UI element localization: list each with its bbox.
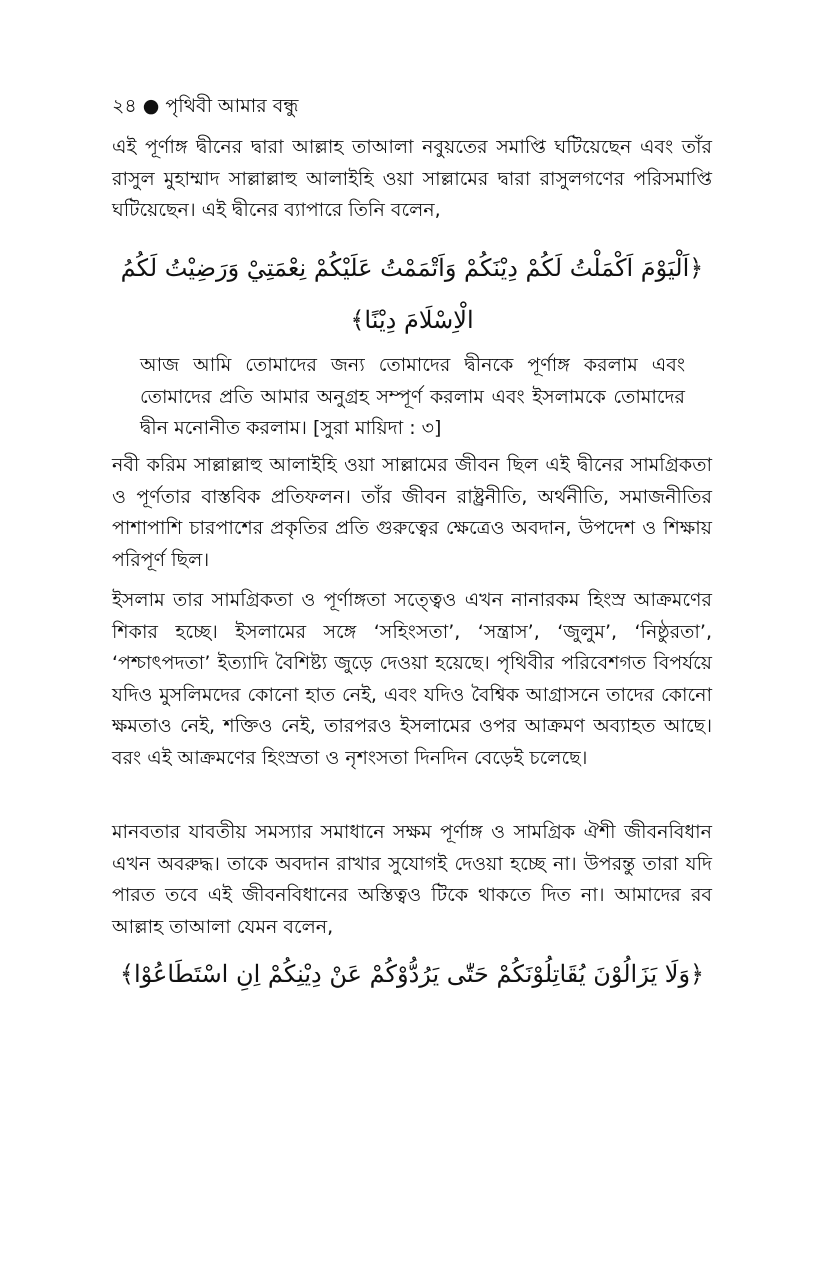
paragraph-3: ইসলাম তার সামগ্রিকতা ও পূর্ণাঙ্গতা সত্ত্বেও এখন নানারকম হিংস্র আক্রমণের শিকার হচ্ছে। ইসলামের সঙ্গে ‘সহিংসতা’, ‘সন্ত্রাস’, ‘জুলুম’, ‘নিষ্ঠুরতা’, ‘পশ্চাৎপদতা’ ইত্যাদি বৈশিষ্ট্য জুড়ে দেওয়া হয়েছে। পৃথিবীর পরিবেশগত বিপর্যয়ে যদিও মুসলিমদের কোনো হাত নেই, এবং যদিও বৈশ্বিক আগ্রাসনে তাদের কোনো ক্ষমতাও নেই, শক্তিও নেই, তারপরও ইসলামের ওপর আক্রমণ অব্যাহত আছে। বরং এই আক্রমণের হিংস্রতা ও নৃশংসতা দিনদিন বেড়েই চলেছে।	[112, 589, 712, 769]
bullet-separator: ●	[142, 95, 160, 117]
paragraph-1: এই পূর্ণাঙ্গ দ্বীনের দ্বারা আল্লাহ তাআলা নবুয়তের সমাপ্তি ঘটিয়েছেন এবং তাঁর রাসুল মুহাম্মাদ সাল্লাল্লাহু আলাইহি ওয়া সাল্লামের দ্বারা রাসুলগণের পরিসমাপ্তি ঘটিয়েছেন। এই দ্বীনের ব্যাপারে তিনি বলেন,	[112, 136, 712, 221]
paragraph-2: নবী করিম সাল্লাল্লাহু আলাইহি ওয়া সাল্লামের জীবন ছিল এই দ্বীনের সামগ্রিকতা ও পূর্ণতার বাস্তবিক প্রতিফলন। তাঁর জীবন রাষ্ট্রনীতি, অর্থনীতি, সমাজনীতির পাশাপাশি চারপাশের প্রকৃতির প্রতি গুরুত্বের ক্ষেত্রেও অবদান, উপদেশ ও শিক্ষায় পরিপূর্ণ ছিল।	[112, 454, 712, 571]
verse-translation: আজ আমি তোমাদের জন্য তোমাদের দ্বীনকে পূর্ণাঙ্গ করলাম এবং তোমাদের প্রতি আমার অনুগ্রহ সম্পূর্ণ করলাম এবং ইসলামকে তোমাদের দ্বীন মনোনীত করলাম। [সুরা মায়িদা : ৩]	[140, 354, 685, 439]
paragraph-4: মানবতার যাবতীয় সমস্যার সমাধানে সক্ষম পূর্ণাঙ্গ ও সামগ্রিক ঐশী জীবনবিধান এখন অবরুদ্ধ। তাকে অবদান রাখার সুযোগই দেওয়া হচ্ছে না। উপরন্তু তারা যদি পারত তবে এই জীবনবিধানের অস্তিত্বও টিকে থাকতে দিত না। আমাদের রব আল্লাহ তাআলা যেমন বলেন,	[112, 821, 712, 938]
arabic-verse-2: ﴿وَلَا يَزَالُوْنَ يُقَاتِلُوْنَكُمْ حَتّٰى يَرُدُّوْكُمْ عَنْ دِيْنِكُمْ اِنِ اسْتَطَاعُوْا﴾	[119, 960, 705, 988]
page-number: ২৪	[112, 95, 137, 117]
page-header	[112, 92, 298, 124]
book-title: পৃথিবী আমার বন্ধু	[165, 95, 299, 117]
arabic-verse-1-line-2: الْاِسْلَامَ دِيْنًا﴾	[350, 306, 474, 334]
arabic-verse-1-line-1: ﴿اَلْيَوْمَ اَكْمَلْتُ لَكُمْ دِيْنَكُمْ وَاَتْمَمْتُ عَلَيْكُمْ نِعْمَتِيْ وَرَضِيْتُ لَكُمُ	[120, 254, 704, 282]
